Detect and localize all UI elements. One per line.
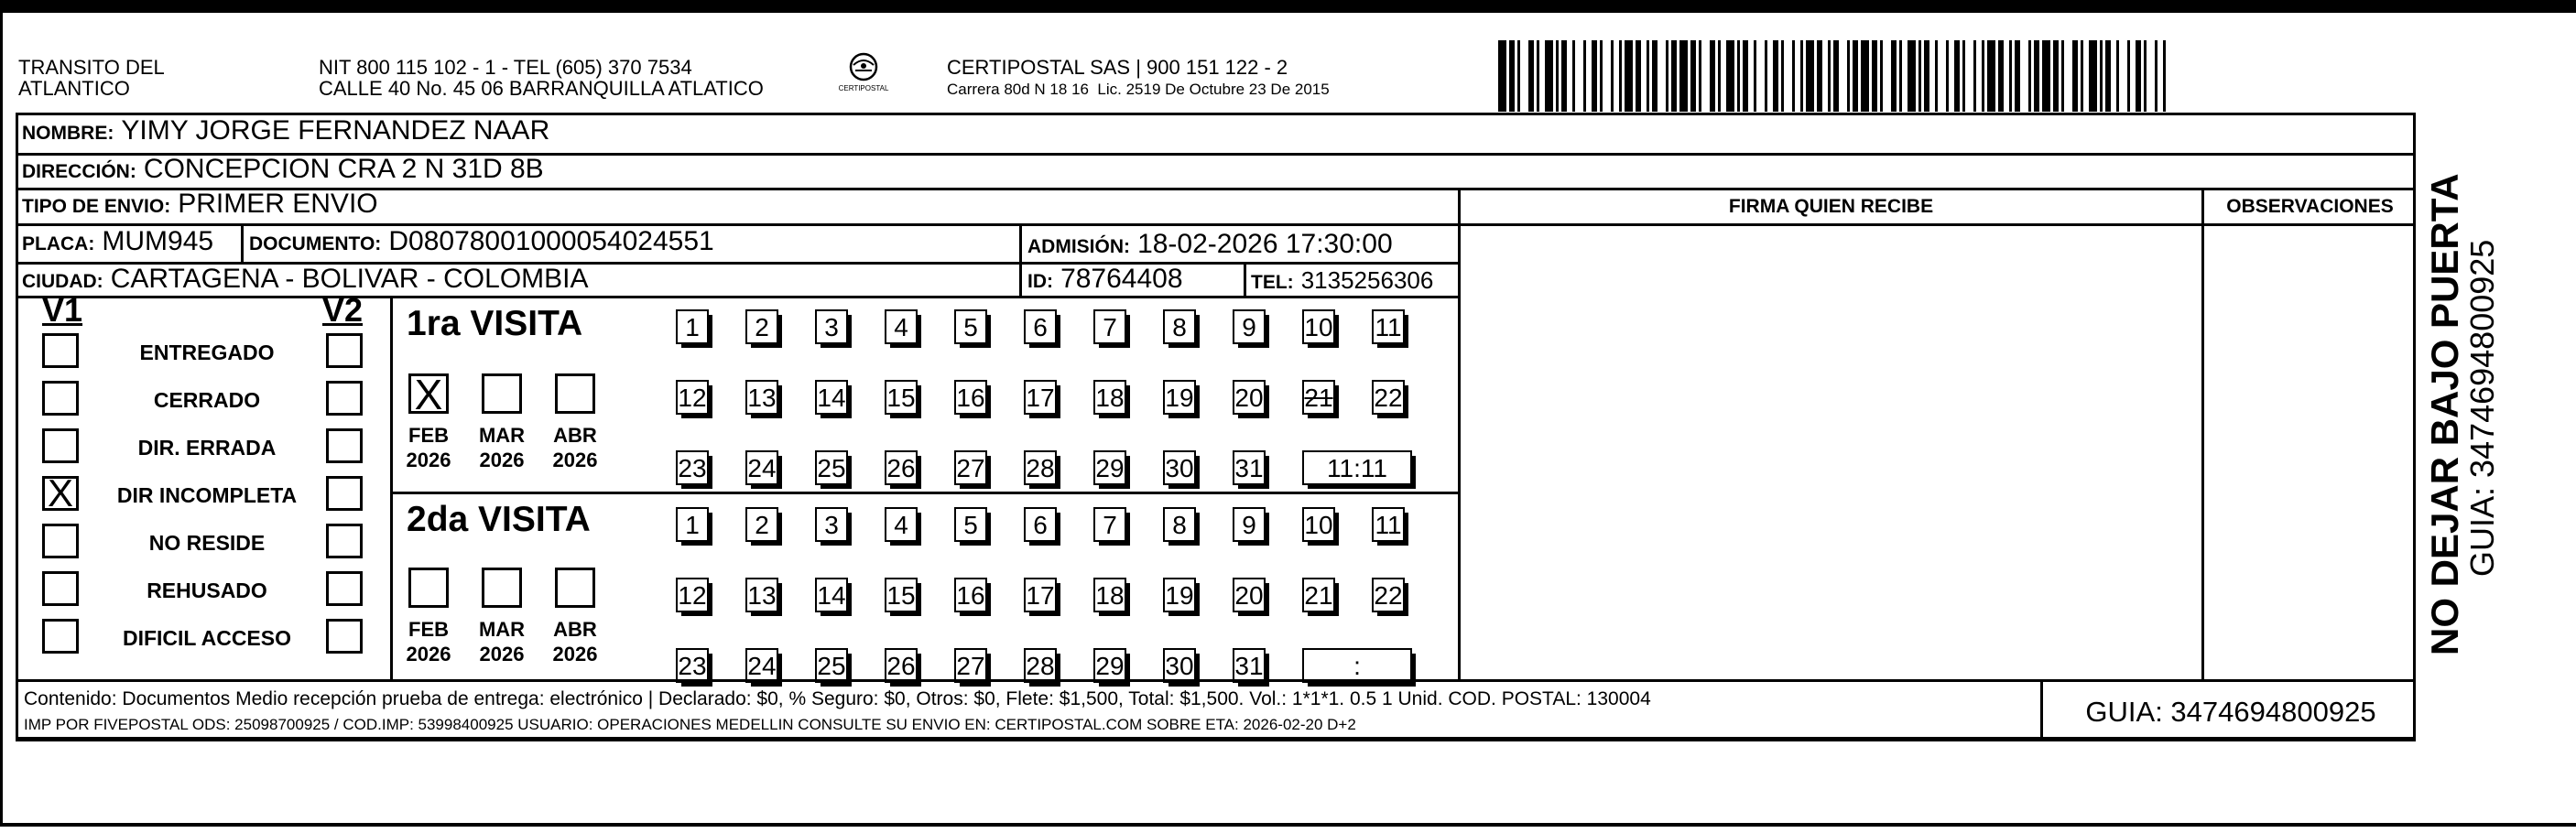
visit2-month-label	[542, 617, 608, 666]
admision-label: ADMISIÓN:	[1027, 236, 1130, 257]
rule	[2040, 679, 2043, 741]
barcode	[1498, 40, 2176, 112]
visit2-day-4[interactable]: 4	[885, 507, 918, 542]
company-line: CERTIPOSTAL SAS | 900 151 122 - 2	[947, 56, 1288, 79]
v1-checkbox-2[interactable]	[42, 428, 79, 463]
visit1-day-3[interactable]: 3	[815, 309, 848, 344]
footer-guia: GUIA: 3474694800925	[2085, 696, 2376, 728]
visit2-day-20[interactable]: 20	[1233, 578, 1266, 612]
documento-cell	[249, 226, 714, 257]
v1-checkbox-0[interactable]	[42, 333, 79, 368]
left-edge	[0, 13, 3, 823]
month-year: 2026	[552, 449, 598, 471]
sender-name-line2: ATLANTICO	[18, 77, 130, 100]
visit2-month-checkbox[interactable]	[408, 568, 449, 608]
visit1-title: 1ra VISITA	[407, 304, 583, 343]
reason-label: NO RESIDE	[148, 531, 266, 555]
visit1-day-16[interactable]: 16	[954, 380, 987, 415]
visit1-day-19[interactable]: 19	[1163, 380, 1196, 415]
rule	[1458, 188, 1461, 681]
v2-checkbox-4[interactable]	[326, 524, 363, 558]
tipo-envio-row	[22, 189, 378, 220]
visit1-day-5[interactable]: 5	[954, 309, 987, 344]
placa-label: PLACA:	[22, 233, 95, 254]
visit2-month-label	[396, 617, 462, 666]
visit2-title: 2da VISITA	[407, 500, 591, 539]
visit2-day-3[interactable]: 3	[815, 507, 848, 542]
ciudad-cell	[22, 264, 589, 295]
visit1-day-1[interactable]: 1	[676, 309, 709, 344]
visit2-day-14[interactable]: 14	[815, 578, 848, 612]
v2-checkbox-5[interactable]	[326, 571, 363, 606]
visit1-day-24[interactable]: 24	[745, 450, 778, 485]
nombre-label: NOMBRE:	[22, 123, 114, 144]
certipostal-logo	[838, 51, 889, 99]
month-year: 2026	[552, 643, 598, 665]
placa-value: MUM945	[102, 226, 214, 256]
sender-nit: NIT 800 115 102 - 1 - TEL (605) 370 7534	[319, 56, 692, 79]
v1-mark: X	[47, 471, 73, 514]
visit2-day-9[interactable]: 9	[1233, 507, 1266, 542]
visit2-day-27[interactable]: 27	[954, 648, 987, 683]
v2-checkbox-0[interactable]	[326, 333, 363, 368]
visit2-month-checkbox[interactable]	[482, 568, 522, 608]
month-name: ABR	[553, 424, 597, 447]
v1-checkbox-4[interactable]	[42, 524, 79, 558]
footer-contenido: Contenido: Documentos Medio recepción prueba de entrega: electrónico | Declarado: $0, % Seguro: $0, Otros: $0, Flete: $1,500, Total: $1,500. Vol.: 1*1*1. 0.5 1 Unid. COD. POSTAL: 130004	[24, 688, 1651, 709]
placa-cell	[22, 226, 213, 257]
visit1-day-4[interactable]: 4	[885, 309, 918, 344]
direccion-row	[22, 154, 544, 185]
barcode-bars	[1498, 40, 2176, 112]
visit1-day-20[interactable]: 20	[1233, 380, 1266, 415]
visit2-day-25[interactable]: 25	[815, 648, 848, 683]
sender-address: CALLE 40 No. 45 06 BARRANQUILLA ATLATICO	[319, 77, 764, 100]
visit2-day-1[interactable]: 1	[676, 507, 709, 542]
month-name: ABR	[553, 618, 597, 641]
reason-label: DIFICIL ACCESO	[122, 626, 291, 650]
visit1-day-7[interactable]: 7	[1093, 309, 1126, 344]
visit2-day-18[interactable]: 18	[1093, 578, 1126, 612]
v2-checkbox-6[interactable]	[326, 619, 363, 654]
admision-cell	[1027, 229, 1393, 260]
visit2-day-24[interactable]: 24	[745, 648, 778, 683]
visit2-day-22[interactable]: 22	[1372, 578, 1405, 612]
visit1-month-checkbox[interactable]	[482, 373, 522, 414]
visit2-day-13[interactable]: 13	[745, 578, 778, 612]
visit2-month-label	[469, 617, 535, 666]
visit2-day-5[interactable]: 5	[954, 507, 987, 542]
visit2-day-8[interactable]: 8	[1163, 507, 1196, 542]
visit2-day-30[interactable]: 30	[1163, 648, 1196, 683]
visit2-day-28[interactable]: 28	[1024, 648, 1057, 683]
tel-label: TEL:	[1251, 272, 1294, 293]
direccion-label: DIRECCIÓN:	[22, 161, 136, 182]
reason-label: DIR. ERRADA	[137, 436, 277, 460]
month-year: 2026	[406, 643, 451, 665]
visit1-day-2[interactable]: 2	[745, 309, 778, 344]
nombre-value: YIMY JORGE FERNANDEZ NAAR	[121, 115, 550, 146]
visit1-day-15[interactable]: 15	[885, 380, 918, 415]
side-warning: NO DEJAR BAJO PUERTA	[2423, 173, 2466, 655]
rule	[241, 223, 244, 264]
ciudad-value: CARTAGENA - BOLIVAR - COLOMBIA	[110, 264, 589, 294]
visit2-day-23[interactable]: 23	[676, 648, 709, 683]
month-name: FEB	[408, 618, 449, 641]
visit1-day-6[interactable]: 6	[1024, 309, 1057, 344]
observaciones-header: OBSERVACIONES	[2226, 196, 2394, 217]
visit1-month-label	[469, 423, 535, 472]
visit1-day-12[interactable]: 12	[676, 380, 709, 415]
visit2-day-31[interactable]: 31	[1233, 648, 1266, 683]
visit2-day-21[interactable]: 21	[1302, 578, 1335, 612]
v1-checkbox-3[interactable]	[42, 471, 79, 514]
reason-label: REHUSADO	[147, 579, 267, 602]
visit1-day-25[interactable]: 25	[815, 450, 848, 485]
admision-value: 18-02-2026 17:30:00	[1137, 229, 1393, 259]
visit1-day-13[interactable]: 13	[745, 380, 778, 415]
month-name: MAR	[478, 618, 526, 641]
visit1-day-18[interactable]: 18	[1093, 380, 1126, 415]
visit2-time-box[interactable]: :	[1302, 648, 1412, 683]
visit1-month-label	[396, 423, 462, 472]
visit1-day-17[interactable]: 17	[1024, 380, 1057, 415]
visit1-day-23[interactable]: 23	[676, 450, 709, 485]
visit2-day-2[interactable]: 2	[745, 507, 778, 542]
rule	[1019, 262, 1022, 298]
visit2-day-29[interactable]: 29	[1093, 648, 1126, 683]
visit1-day-26[interactable]: 26	[885, 450, 918, 485]
visit1-day-8[interactable]: 8	[1163, 309, 1196, 344]
ciudad-label: CIUDAD:	[22, 271, 103, 292]
visit1-day-14[interactable]: 14	[815, 380, 848, 415]
month-year: 2026	[479, 449, 525, 471]
documento-value: D08078001000054024551	[388, 226, 714, 256]
month-year: 2026	[479, 643, 525, 665]
v1-header: V1	[42, 291, 83, 329]
rule	[390, 296, 393, 681]
side-guia: GUIA: 3474694800925	[2463, 239, 2501, 577]
rule	[2201, 188, 2204, 681]
visit1-day-27[interactable]: 27	[954, 450, 987, 485]
visit2-day-16[interactable]: 16	[954, 578, 987, 612]
tipo-envio-label: TIPO DE ENVIO:	[22, 196, 171, 217]
tel-value: 3135256306	[1300, 266, 1434, 294]
visit2-day-7[interactable]: 7	[1093, 507, 1126, 542]
visit1-day-10[interactable]: 10	[1302, 309, 1335, 344]
rule	[390, 492, 1461, 494]
visit2-day-26[interactable]: 26	[885, 648, 918, 683]
id-cell	[1027, 264, 1183, 295]
reason-label: CERRADO	[153, 388, 261, 412]
visit1-day-22[interactable]: 22	[1372, 380, 1405, 415]
logo-text: CERTIPOSTAL	[838, 84, 889, 92]
visit1-day-29[interactable]: 29	[1093, 450, 1126, 485]
nombre-row	[22, 115, 549, 146]
visit2-day-11[interactable]: 11	[1372, 507, 1405, 542]
v2-header: V2	[322, 291, 364, 329]
visit1-day-31[interactable]: 31	[1233, 450, 1266, 485]
month-year: 2026	[406, 449, 451, 471]
footer-imp: IMP POR FIVEPOSTAL ODS: 25098700925 / COD.IMP: 53998400925 USUARIO: OPERACIONES MEDELLIN CONSULTE SU ENVIO EN: CERTIPOSTAL.COM SOBRE ETA: 2026-02-20 D+2	[24, 716, 1356, 733]
id-value: 78764408	[1060, 264, 1183, 294]
direccion-value: CONCEPCION CRA 2 N 31D 8B	[143, 154, 544, 184]
tipo-envio-value: PRIMER ENVIO	[178, 189, 378, 219]
v1-checkbox-5[interactable]	[42, 571, 79, 606]
visit2-day-15[interactable]: 15	[885, 578, 918, 612]
v1-checkbox-6[interactable]	[42, 619, 79, 654]
visit2-day-17[interactable]: 17	[1024, 578, 1057, 612]
top-border	[0, 0, 2576, 13]
id-label: ID:	[1027, 271, 1053, 292]
visit2-day-12[interactable]: 12	[676, 578, 709, 612]
visit1-day-21[interactable]: 21	[1302, 380, 1335, 415]
firma-header: FIRMA QUIEN RECIBE	[1728, 196, 1934, 217]
visit2-day-19[interactable]: 19	[1163, 578, 1196, 612]
visit1-day-30[interactable]: 30	[1163, 450, 1196, 485]
bottom-border	[0, 823, 2576, 827]
visit2-day-6[interactable]: 6	[1024, 507, 1057, 542]
reason-label: ENTREGADO	[139, 341, 275, 364]
visit1-month-label	[542, 423, 608, 472]
visit2-day-10[interactable]: 10	[1302, 507, 1335, 542]
visit2-month-checkbox[interactable]	[555, 568, 595, 608]
rule	[1244, 262, 1246, 298]
tel-cell	[1251, 265, 1433, 296]
documento-label: DOCUMENTO:	[249, 233, 382, 254]
v2-checkbox-1[interactable]	[326, 381, 363, 416]
visit1-month-checkbox[interactable]	[555, 373, 595, 414]
v1-checkbox-1[interactable]	[42, 381, 79, 416]
rule	[1019, 223, 1022, 264]
visit1-month-mark: X	[414, 371, 443, 418]
visit1-day-11[interactable]: 11	[1372, 309, 1405, 344]
visit1-month-checkbox[interactable]	[408, 371, 449, 418]
month-name: MAR	[478, 424, 526, 447]
visit1-day-28[interactable]: 28	[1024, 450, 1057, 485]
v2-checkbox-2[interactable]	[326, 428, 363, 463]
v2-checkbox-3[interactable]	[326, 476, 363, 511]
month-name: FEB	[408, 424, 449, 447]
company-license: Carrera 80d N 18 16 Lic. 2519 De Octubre 23 De 2015	[947, 81, 1330, 98]
reason-label: DIR INCOMPLETA	[116, 483, 298, 507]
visit1-day-9[interactable]: 9	[1233, 309, 1266, 344]
visit1-time-box[interactable]: 11:11	[1302, 450, 1412, 485]
sender-name-line1: TRANSITO DEL	[18, 56, 165, 79]
